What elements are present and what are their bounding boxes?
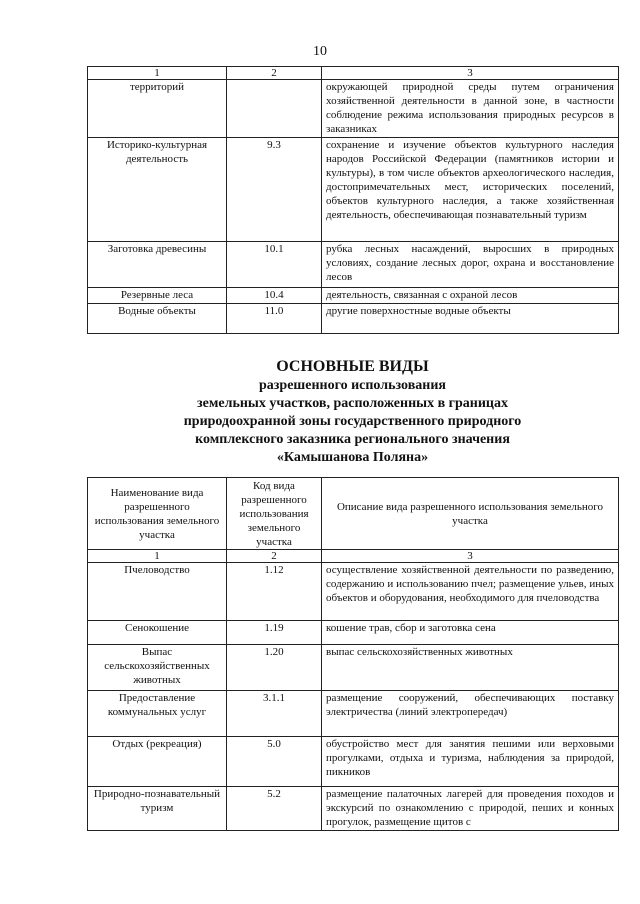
table-row bbox=[88, 691, 619, 737]
use-description: осуществление хозяйственной деятельности по разведению, содержанию и использованию пчел; размещение ульев, иных объектов и оборудования, необходимого для пчеловодства bbox=[322, 563, 619, 621]
table-row bbox=[88, 138, 619, 242]
section-heading bbox=[87, 357, 618, 467]
use-code: 10.4 bbox=[227, 288, 322, 304]
table-row bbox=[88, 645, 619, 691]
use-name: Предоставление коммунальных услуг bbox=[88, 691, 227, 737]
column-number-row bbox=[88, 67, 619, 80]
heading-line: «Камышанова Поляна» bbox=[276, 450, 429, 465]
page-number: 10 bbox=[313, 44, 327, 59]
use-code: 11.0 bbox=[227, 304, 322, 334]
use-description: другие поверхностные водные объекты bbox=[322, 304, 619, 334]
use-name: территорий bbox=[88, 80, 227, 138]
heading-line: разрешенного использования bbox=[259, 378, 446, 393]
table-row bbox=[88, 737, 619, 787]
column-number: 2 bbox=[227, 67, 322, 80]
use-description: размещение палаточных лагерей для проведения походов и экскурсий по ознакомлению с природой, пеших и конных прогулок, размещение щитов с bbox=[322, 787, 619, 831]
use-name: Историко-культурная деятельность bbox=[88, 138, 227, 242]
use-code: 1.19 bbox=[227, 621, 322, 645]
use-name: Отдых (рекреация) bbox=[88, 737, 227, 787]
table-row bbox=[88, 288, 619, 304]
use-name: Выпас сельскохозяйственных животных bbox=[88, 645, 227, 691]
use-name: Заготовка древесины bbox=[88, 242, 227, 288]
main-land-use-table bbox=[87, 477, 619, 831]
header-code: Код вида разрешенного использования земельного участка bbox=[227, 478, 322, 550]
use-description: деятельность, связанная с охраной лесов bbox=[322, 288, 619, 304]
table-row bbox=[88, 563, 619, 621]
use-description: размещение сооружений, обеспечивающих поставку электричества (линий электропередач) bbox=[322, 691, 619, 737]
use-code: 9.3 bbox=[227, 138, 322, 242]
use-name: Пчеловодство bbox=[88, 563, 227, 621]
use-description: кошение трав, сбор и заготовка сена bbox=[322, 621, 619, 645]
column-number: 3 bbox=[322, 67, 619, 80]
heading-line: природоохранной зоны государственного природного bbox=[183, 414, 522, 429]
table-row bbox=[88, 787, 619, 831]
header-name: Наименование вида разрешенного использования земельного участка bbox=[88, 478, 227, 550]
table-row bbox=[88, 304, 619, 334]
use-name: Природно-познавательный туризм bbox=[88, 787, 227, 831]
use-description: окружающей природной среды путем ограничения хозяйственной деятельности в данной зоне, в частности соблюдение режима использования природных ресурсов в заказниках bbox=[322, 80, 619, 138]
table-row bbox=[88, 242, 619, 288]
table-row bbox=[88, 621, 619, 645]
use-name: Резервные леса bbox=[88, 288, 227, 304]
heading-line: комплексного заказника регионального значения bbox=[195, 432, 510, 447]
use-name: Водные объекты bbox=[88, 304, 227, 334]
use-code: 3.1.1 bbox=[227, 691, 322, 737]
table-row bbox=[88, 80, 619, 138]
use-description: выпас сельскохозяйственных животных bbox=[322, 645, 619, 691]
header-row bbox=[88, 478, 619, 550]
use-code bbox=[227, 80, 322, 138]
column-number: 1 bbox=[88, 67, 227, 80]
use-code: 1.20 bbox=[227, 645, 322, 691]
use-code: 10.1 bbox=[227, 242, 322, 288]
use-name: Сенокошение bbox=[88, 621, 227, 645]
column-number: 1 bbox=[88, 550, 227, 563]
land-use-table-continued bbox=[87, 66, 619, 334]
header-description: Описание вида разрешенного использования земельного участка bbox=[322, 478, 619, 550]
use-code: 5.2 bbox=[227, 787, 322, 831]
use-description: обустройство мест для занятия пешими или верховыми прогулками, отдыха и туризма, наблюдения за природой, пикников bbox=[322, 737, 619, 787]
column-number-row bbox=[88, 550, 619, 563]
use-description: рубка лесных насаждений, выросших в природных условиях, создание лесных дорог, охрана и восстановление лесов bbox=[322, 242, 619, 288]
use-description: сохранение и изучение объектов культурного наследия народов Российской Федерации (памятников истории и культуры), в том числе объектов археологического наследия, достопримечательных мест, исторических поселений, объектов культурного наследия, а также хозяйственная деятельность, обеспечивающая познавательный туризм bbox=[322, 138, 619, 242]
use-code: 1.12 bbox=[227, 563, 322, 621]
column-number: 2 bbox=[227, 550, 322, 563]
heading-line: земельных участков, расположенных в границах bbox=[197, 396, 508, 411]
use-code: 5.0 bbox=[227, 737, 322, 787]
column-number: 3 bbox=[322, 550, 619, 563]
heading-title: ОСНОВНЫЕ ВИДЫ bbox=[276, 358, 429, 375]
